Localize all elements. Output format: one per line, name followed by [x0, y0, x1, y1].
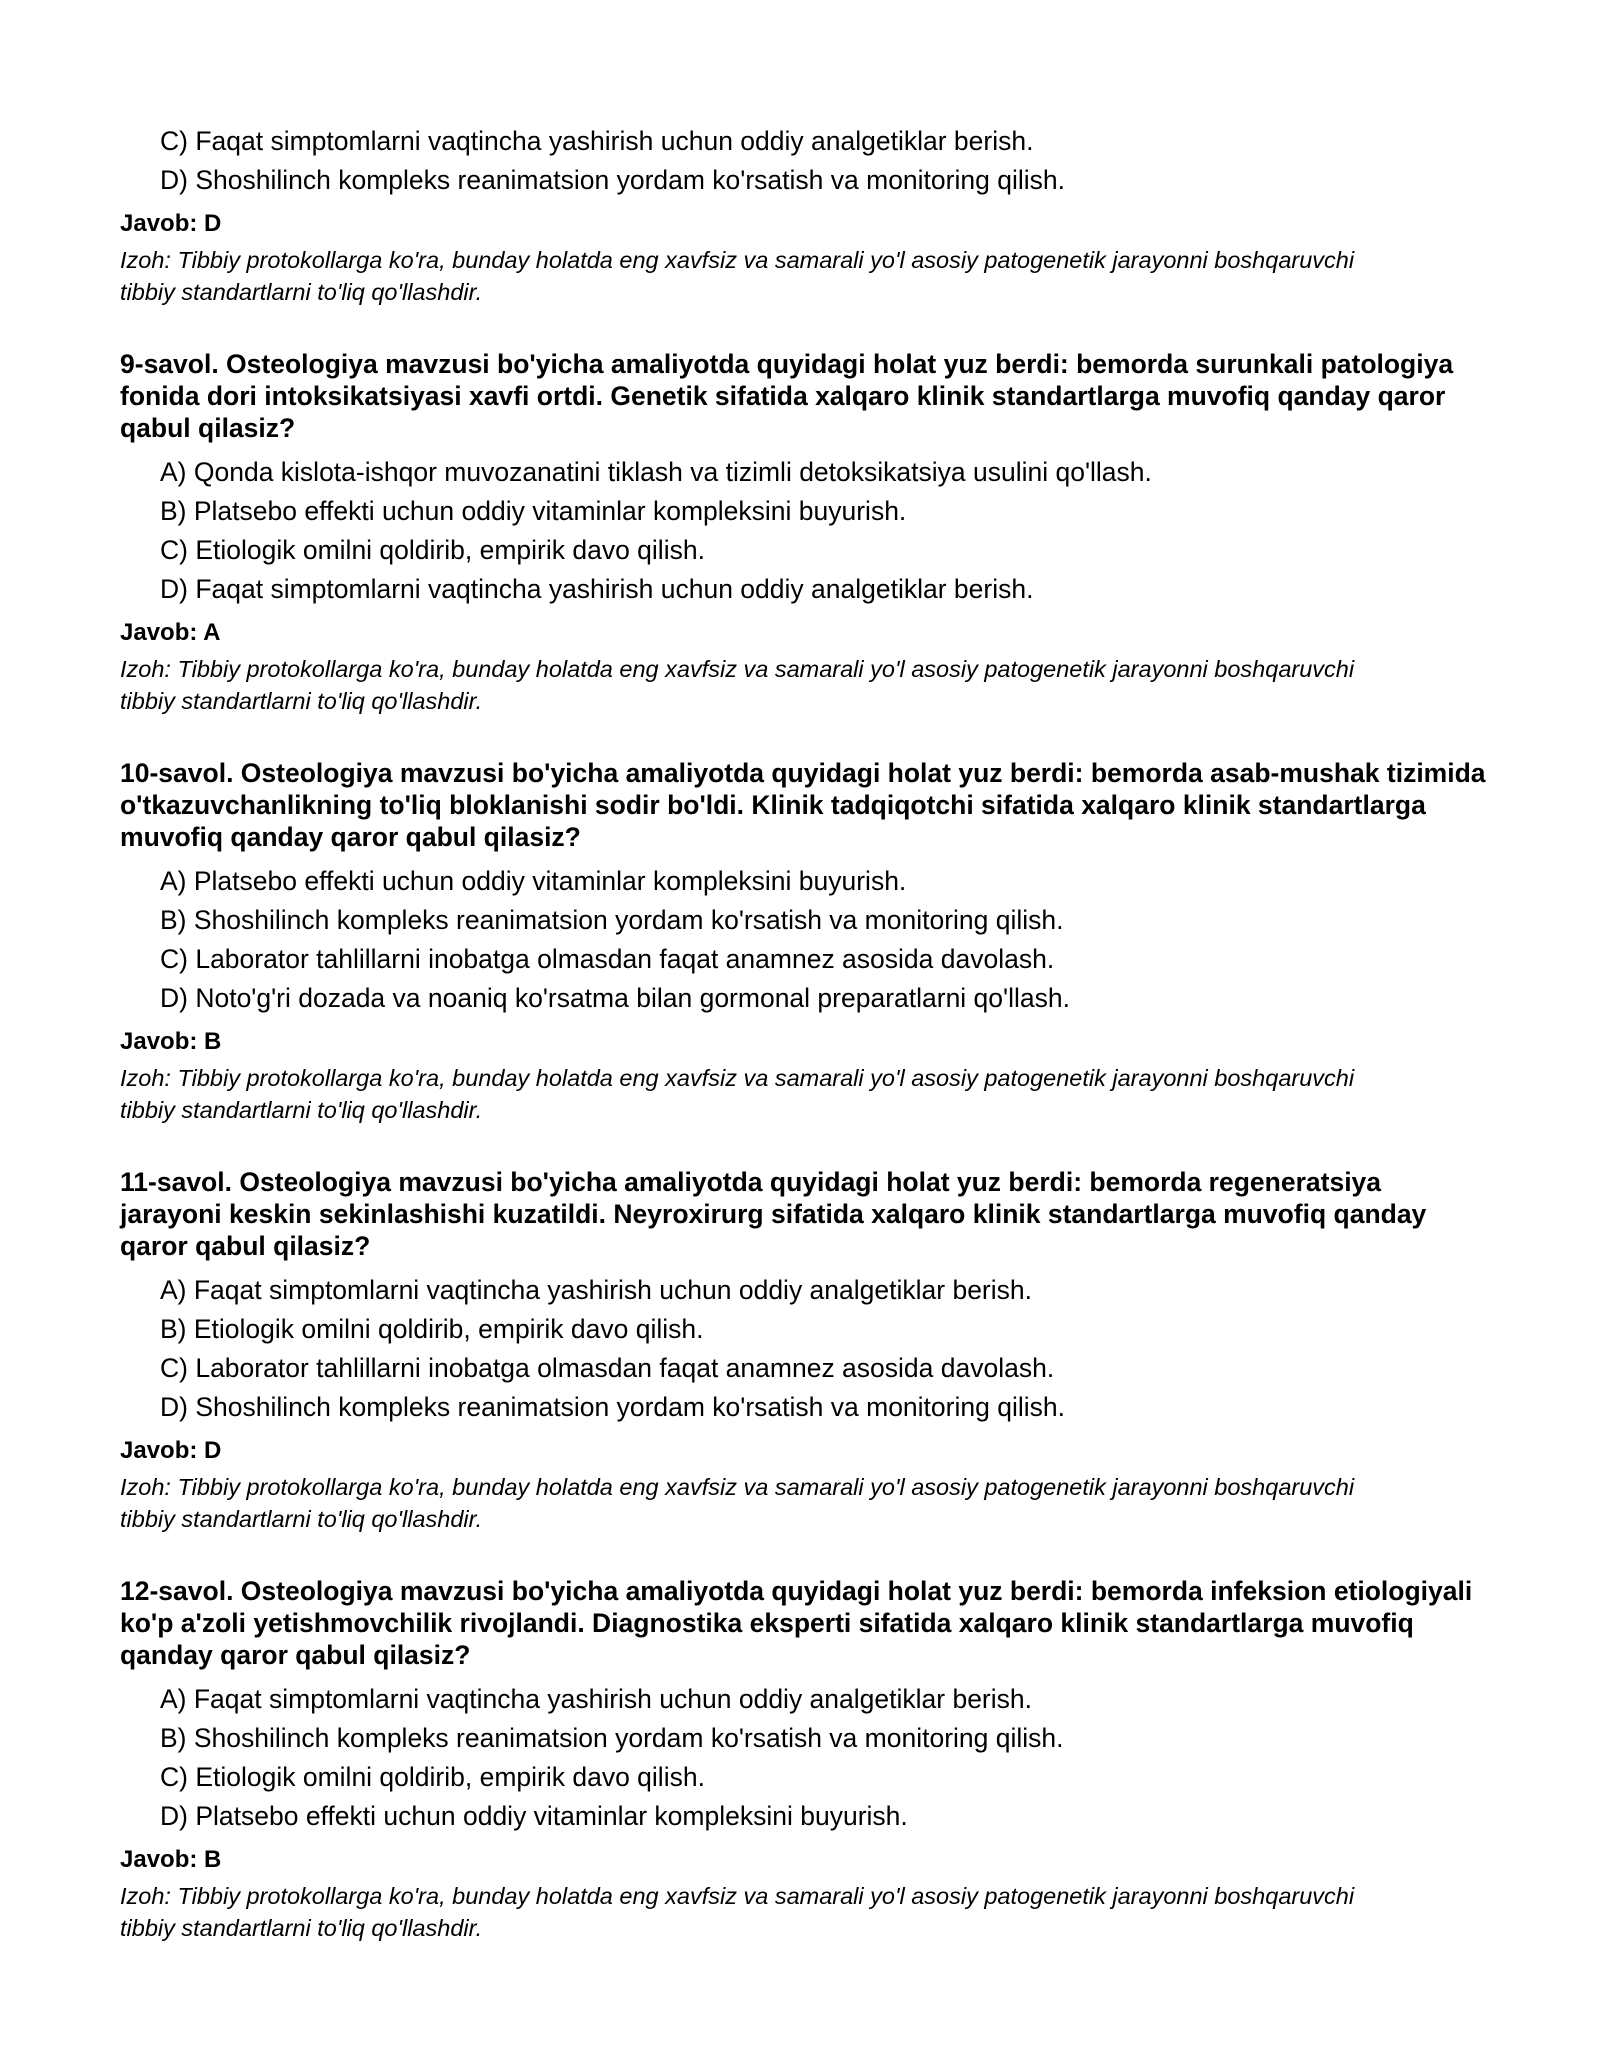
- answer-option: D) Faqat simptomlarni vaqtincha yashirish uchun oddiy analgetiklar berish.: [160, 574, 1034, 604]
- explanation-note: Izoh: Tibbiy protokollarga ko'ra, bunday holatda eng xavfsiz va samarali yo'l asosiy patogenetik jarayonni boshqaruvchi tibbiy standartlarni to'liq qo'llashdir.: [120, 1474, 1355, 1532]
- question-block-10: [120, 757, 1500, 1126]
- answer-option: B) Etiologik omilni qoldirib, empirik davo qilish.: [160, 1314, 704, 1344]
- option-list: [120, 862, 1500, 1018]
- explanation-note: Izoh: Tibbiy protokollarga ko'ra, bunday holatda eng xavfsiz va samarali yo'l asosiy patogenetik jarayonni boshqaruvchi tibbiy standartlarni to'liq qo'llashdir.: [120, 656, 1355, 714]
- answer-option: B) Shoshilinch kompleks reanimatsion yordam ko'rsatish va monitoring qilish.: [160, 905, 1064, 935]
- correct-answer: Javob: B: [120, 1846, 222, 1873]
- answer-option: A) Qonda kislota-ishqor muvozanatini tiklash va tizimli detoksikatsiya usulini qo'llash.: [160, 457, 1152, 487]
- option-list: [120, 1680, 1500, 1836]
- answer-option: D) Platsebo effekti uchun oddiy vitaminlar kompleksini buyurish.: [160, 1801, 908, 1831]
- answer-option: C) Etiologik omilni qoldirib, empirik davo qilish.: [160, 535, 705, 565]
- question-text: 12-savol. Osteologiya mavzusi bo'yicha amaliyotda quyidagi holat yuz berdi: bemorda infeksion etiologiyali ko'p a'zoli yetishmovchilik rivojlandi. Diagnostika eksperti sifatida xalqaro klinik standartlarga muvofiq qanday qaror qabul qilasiz?: [120, 1576, 1473, 1670]
- explanation-note: Izoh: Tibbiy protokollarga ko'ra, bunday holatda eng xavfsiz va samarali yo'l asosiy patogenetik jarayonni boshqaruvchi tibbiy standartlarni to'liq qo'llashdir.: [120, 1883, 1355, 1941]
- answer-option: A) Faqat simptomlarni vaqtincha yashirish uchun oddiy analgetiklar berish.: [160, 1684, 1032, 1714]
- answer-option: A) Platsebo effekti uchun oddiy vitaminlar kompleksini buyurish.: [160, 866, 907, 896]
- answer-option: B) Shoshilinch kompleks reanimatsion yordam ko'rsatish va monitoring qilish.: [160, 1723, 1064, 1753]
- document-page: [120, 122, 1500, 1944]
- question-block-12: [120, 1575, 1500, 1944]
- option-list: [120, 1271, 1500, 1427]
- answer-option: A) Faqat simptomlarni vaqtincha yashirish uchun oddiy analgetiklar berish.: [160, 1275, 1032, 1305]
- correct-answer: Javob: A: [120, 619, 221, 646]
- explanation-note: Izoh: Tibbiy protokollarga ko'ra, bunday holatda eng xavfsiz va samarali yo'l asosiy patogenetik jarayonni boshqaruvchi tibbiy standartlarni to'liq qo'llashdir.: [120, 1065, 1355, 1123]
- question-text: 10-savol. Osteologiya mavzusi bo'yicha amaliyotda quyidagi holat yuz berdi: bemorda asab-mushak tizimida o'tkazuvchanlikning to'liq bloklanishi sodir bo'ldi. Klinik tadqiqotchi sifatida xalqaro klinik standartlarga muvofiq qanday qaror qabul qilasiz?: [120, 758, 1486, 852]
- question-text: 9-savol. Osteologiya mavzusi bo'yicha amaliyotda quyidagi holat yuz berdi: bemorda surunkali patologiya fonida dori intoksikatsiyasi xavfi ortdi. Genetik sifatida xalqaro klinik standartlarga muvofiq qanday qaror qabul qilasiz?: [120, 349, 1454, 443]
- question-block-9: [120, 348, 1500, 717]
- answer-option: C) Faqat simptomlarni vaqtincha yashirish uchun oddiy analgetiklar berish.: [160, 126, 1034, 156]
- explanation-note: Izoh: Tibbiy protokollarga ko'ra, bunday holatda eng xavfsiz va samarali yo'l asosiy patogenetik jarayonni boshqaruvchi tibbiy standartlarni to'liq qo'llashdir.: [120, 247, 1355, 305]
- question-block-carryover: [120, 122, 1500, 308]
- correct-answer: Javob: D: [120, 210, 222, 237]
- answer-option: C) Etiologik omilni qoldirib, empirik davo qilish.: [160, 1762, 705, 1792]
- answer-option: D) Shoshilinch kompleks reanimatsion yordam ko'rsatish va monitoring qilish.: [160, 1392, 1065, 1422]
- correct-answer: Javob: B: [120, 1028, 222, 1055]
- answer-option: C) Laborator tahlillarni inobatga olmasdan faqat anamnez asosida davolash.: [160, 944, 1055, 974]
- correct-answer: Javob: D: [120, 1437, 222, 1464]
- answer-option: B) Platsebo effekti uchun oddiy vitaminlar kompleksini buyurish.: [160, 496, 907, 526]
- option-list: [120, 453, 1500, 609]
- option-list: [120, 122, 1500, 200]
- question-text: 11-savol. Osteologiya mavzusi bo'yicha amaliyotda quyidagi holat yuz berdi: bemorda regeneratsiya jarayoni keskin sekinlashishi kuzatildi. Neyroxirurg sifatida xalqaro klinik standartlarga muvofiq qanday qaror qabul qilasiz?: [120, 1167, 1427, 1261]
- answer-option: C) Laborator tahlillarni inobatga olmasdan faqat anamnez asosida davolash.: [160, 1353, 1055, 1383]
- answer-option: D) Noto'g'ri dozada va noaniq ko'rsatma bilan gormonal preparatlarni qo'llash.: [160, 983, 1070, 1013]
- question-block-11: [120, 1166, 1500, 1535]
- answer-option: D) Shoshilinch kompleks reanimatsion yordam ko'rsatish va monitoring qilish.: [160, 165, 1065, 195]
